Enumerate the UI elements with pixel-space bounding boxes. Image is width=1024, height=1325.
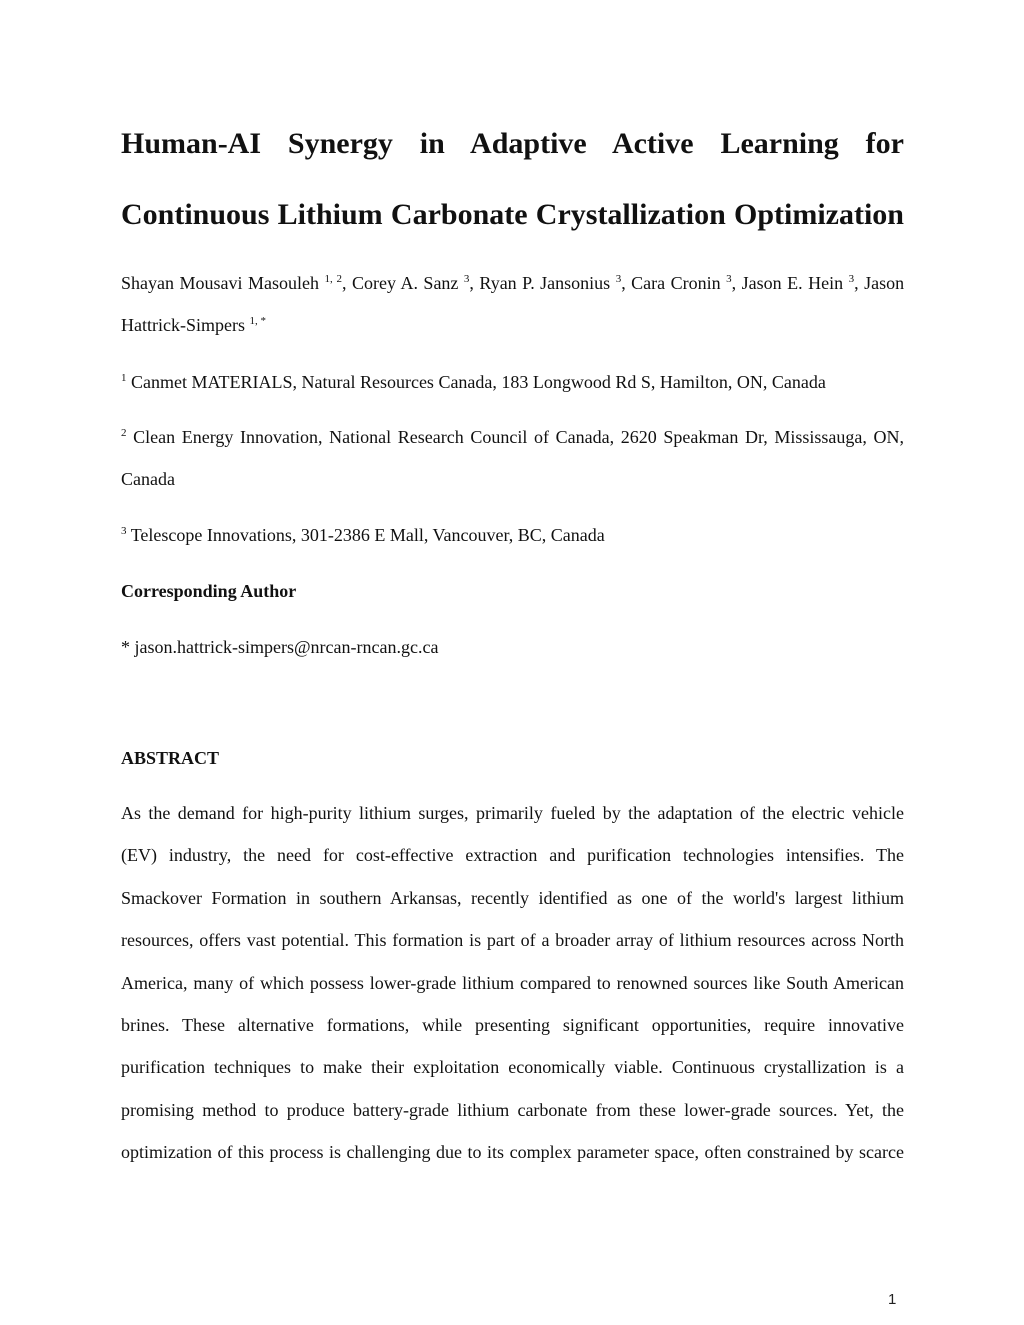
affiliation-2 (121, 416, 904, 500)
abstract-heading: ABSTRACT (121, 748, 220, 768)
author-name: , Corey A. Sanz (341, 273, 459, 293)
author-list (121, 262, 904, 346)
affiliation-number: 3 (121, 525, 127, 537)
abstract-line: America, many of which possess lower-grade lithium compared to renowned sources like South American (121, 972, 904, 993)
affiliation-text: Telescope Innovations, 301-2386 E Mall, Vancouver, BC, Canada (130, 525, 605, 545)
abstract-line: optimization of this process is challenging due to its complex parameter space, often constrained by scarce (121, 1142, 904, 1163)
affiliation-line (121, 416, 904, 458)
affiliation-line: Canada (121, 469, 175, 489)
page-number: 1 (888, 1291, 897, 1308)
affiliation-3 (121, 514, 904, 556)
author-name: Hattrick-Simpers (121, 315, 245, 335)
author-line-1 (121, 262, 904, 304)
author-affiliation-sup: 3 (726, 273, 732, 285)
affiliation-text: Canmet MATERIALS, Natural Resources Canada, 183 Longwood Rd S, Hamilton, ON, Canada (131, 372, 826, 392)
abstract-line: resources, offers vast potential. This formation is part of a broader array of lithium resources across North (121, 930, 904, 951)
author-name: , Ryan P. Jansonius (469, 273, 611, 293)
author-affiliation-sup: 1, 2 (324, 273, 342, 285)
corresponding-author-email: * jason.hattrick-simpers@nrcan-rncan.gc.ca (121, 637, 439, 657)
author-affiliation-sup: 3 (463, 273, 470, 285)
affiliation-number: 1 (121, 372, 127, 384)
author-name: , Jason (854, 273, 905, 293)
paper-title (121, 108, 904, 250)
abstract-line: As the demand for high-purity lithium surges, primarily fueled by the adaptation of the electric vehicle (121, 803, 904, 823)
affiliation-1 (121, 361, 904, 403)
affiliation-number: 2 (121, 427, 127, 439)
corresponding-author-heading: Corresponding Author (121, 581, 297, 601)
author-affiliation-sup: 1, * (249, 315, 266, 327)
author-name: , Jason E. Hein (731, 273, 844, 293)
abstract-body (121, 792, 904, 1174)
abstract-line: promising method to produce battery-grade lithium carbonate from these lower-grade sources. Yet, the (121, 1099, 904, 1120)
title-line-1: Human-AI Synergy in Adaptive Active Learning for (121, 127, 904, 160)
author-affiliation-sup: 3 (615, 273, 622, 285)
abstract-line: purification techniques to make their exploitation economically viable. Continuous crystallization is a (121, 1057, 904, 1078)
author-affiliation-sup: 3 (848, 273, 855, 285)
author-name: Shayan Mousavi Masouleh (121, 273, 319, 293)
author-line-2 (121, 304, 904, 346)
author-name: , Cara Cronin (621, 273, 721, 293)
affiliation-text: Clean Energy Innovation, National Research Council of Canada, 2620 Speakman Dr, Mississauga, ON, (133, 427, 904, 447)
abstract-line: (EV) industry, the need for cost-effective extraction and purification technologies intensifies. The (121, 845, 904, 866)
abstract-line: Smackover Formation in southern Arkansas, recently identified as one of the world's largest lithium (121, 887, 904, 908)
title-line-2: Continuous Lithium Carbonate Crystallization Optimization (121, 198, 904, 231)
abstract-line: brines. These alternative formations, while presenting significant opportunities, require innovative (121, 1015, 904, 1036)
